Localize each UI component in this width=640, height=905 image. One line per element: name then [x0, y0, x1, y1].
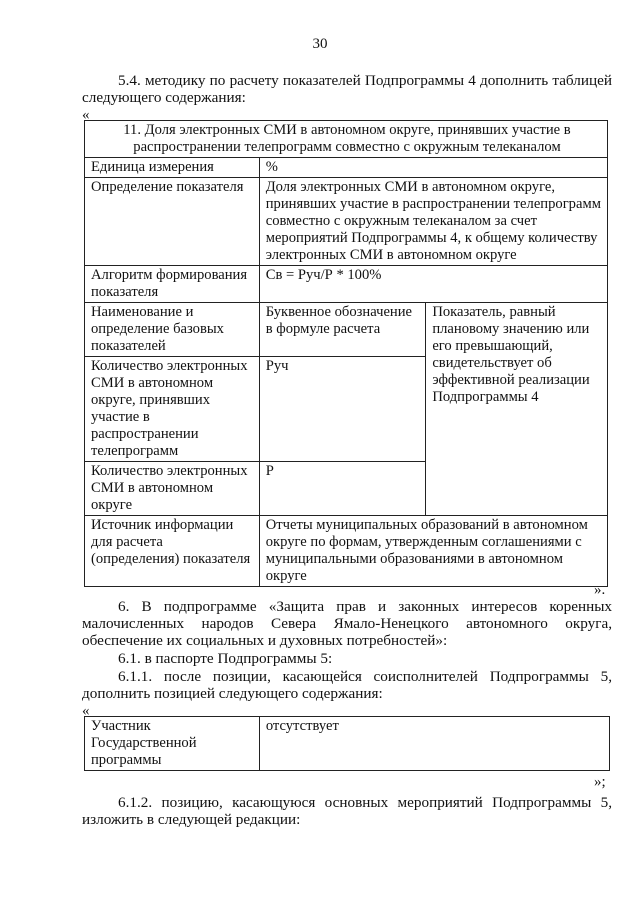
- definition-label: Определение показателя: [85, 178, 260, 266]
- paragraph-6-1: 6.1. в паспорте Подпрограммы 5:: [118, 650, 333, 667]
- table-title: 11. Доля электронных СМИ в автономном округе, принявших участие в распространении телепрограмм совместно с окружным телеканалом: [85, 121, 608, 158]
- source-value: Отчеты муниципальных образований в автономном округе по формам, утвержденным соглашениями с муниципальными образованиями в автономном округе: [259, 516, 607, 587]
- source-label: Источник информации для расчета (определения) показателя: [85, 516, 260, 587]
- participant-table: [84, 716, 610, 771]
- quote-open-2: «: [82, 703, 90, 719]
- quote-close-2: »;: [594, 774, 606, 790]
- paragraph-5-4: 5.4. методику по расчету показателей Подпрограммы 4 дополнить таблицей следующего содержания:: [82, 72, 612, 106]
- algorithm-value: Св = Руч/Р * 100%: [259, 266, 607, 303]
- paragraph-6-1-2: 6.1.2. позицию, касающуюся основных мероприятий Подпрограммы 5, изложить в следующей редакции:: [82, 794, 612, 828]
- page-number: 30: [312, 36, 328, 52]
- row-participating-media-symbol: Руч: [259, 357, 426, 462]
- algorithm-label: Алгоритм формирования показателя: [85, 266, 260, 303]
- effectiveness-note: Показатель, равный плановому значению или его превышающий, свидетельствует об эффективной реализации Подпрограммы 4: [426, 303, 608, 516]
- paragraph-6: 6. В подпрограмме «Защита прав и законных интересов коренных малочисленных народов Севера Ямало-Ненецкого автономного округа, обеспечение их социальных и духовных потребностей»:: [82, 598, 612, 649]
- indicator-table: [84, 120, 608, 587]
- row-participating-media-label: Количество электронных СМИ в автономном округе, принявших участие в распространении телепрограмм: [85, 357, 260, 462]
- unit-value: %: [259, 158, 607, 178]
- participant-value: отсутствует: [259, 717, 609, 771]
- paragraph-6-1-1: 6.1.1. после позиции, касающейся соисполнителей Подпрограммы 5, дополнить позицией следующего содержания:: [82, 668, 612, 702]
- symbol-header: Буквенное обозначение в формуле расчета: [259, 303, 426, 357]
- quote-open-1: «: [82, 107, 90, 123]
- unit-label: Единица измерения: [85, 158, 260, 178]
- row-total-media-label: Количество электронных СМИ в автономном округе: [85, 462, 260, 516]
- base-indicators-label: Наименование и определение базовых показателей: [85, 303, 260, 357]
- participant-label: Участник Государственной программы: [85, 717, 260, 771]
- quote-close-1: ».: [594, 582, 606, 598]
- row-total-media-symbol: Р: [259, 462, 426, 516]
- definition-value: Доля электронных СМИ в автономном округе, принявших участие в распространении телепрограмм совместно с окружным телеканалом за счет мероприятий Подпрограммы 4, к общему количеству электронных СМИ в автономном округе: [259, 178, 607, 266]
